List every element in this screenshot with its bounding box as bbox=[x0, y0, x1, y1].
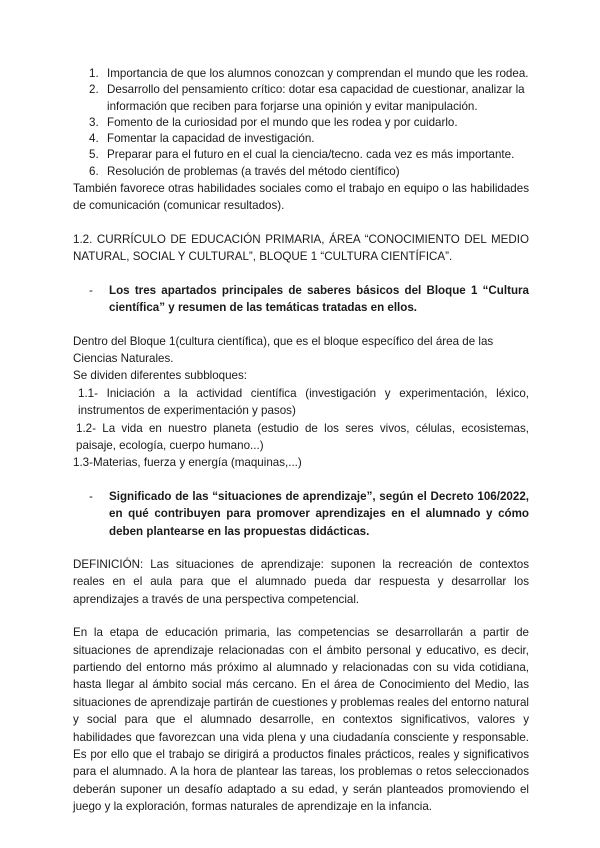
list-item bbox=[73, 147, 529, 163]
bullet-question-2 bbox=[73, 488, 529, 540]
list-item bbox=[73, 66, 529, 82]
definition-paragraph: DEFINICIÓN: Las situaciones de aprendizaje: suponen la recreación de contextos reales en el aula para que el alumnado pueda dar respuesta y desarrollar los aprendizajes a través de una perspectiva competencial. bbox=[73, 557, 529, 606]
bloque-paragraph: Dentro del Bloque 1(cultura científica), que es el bloque específico del área de las Ciencias Naturales. bbox=[73, 334, 494, 365]
list-number: 5. bbox=[89, 148, 99, 162]
document-page bbox=[73, 66, 529, 816]
subbloque-3: 1.3-Materias, fuerza y energía (maquinas,...) bbox=[73, 456, 302, 470]
list-text: Desarrollo del pensamiento crítico: dotar esa capacidad de cuestionar, analizar la información que reciben para forjarse una opinión y evitar manipulación. bbox=[107, 83, 525, 113]
primary-stage-paragraph: En la etapa de educación primaria, las competencias se desarrollarán a partir de situaciones de aprendizaje relacionadas con el ámbito personal y educativo, es decir, partiendo del entorno más próximo al alumnado y relacionadas con su vida cotidiana, hasta llegar al ámbito social más cercano. En el área de Conocimiento del Medio, las situaciones de aprendizaje partirán de cuestiones y problemas reales del entorno natural y social para que el alumnado desarrolle, en contextos significativos, valores y habilidades que favorezcan una vida plena y una ciudadanía consciente y responsable. Es por ello que el trabajo se dirigirá a productos finales prácticos, reales y significativos para el alumnado. A la hora de plantear las tareas, los problemas o retos seleccionados deberán suponer un desafío adaptado a su edad, y serán planteados promoviendo el juego y la exploración, formas naturales de aprendizaje en la infancia. bbox=[73, 626, 529, 814]
list-number: 6. bbox=[89, 164, 99, 178]
list-number: 3. bbox=[89, 115, 99, 129]
list-item bbox=[73, 82, 529, 115]
list-item bbox=[73, 131, 529, 147]
bullet-text: Significado de las “situaciones de aprendizaje”, según el Decreto 106/2022, en qué contribuyen para promover aprendizajes en el alumnado y cómo deben plantearse en las propuestas didácticas. bbox=[109, 489, 529, 538]
numbered-list bbox=[73, 66, 529, 180]
bullet-dash: - bbox=[89, 283, 93, 297]
section-heading: 1.2. CURRÍCULO DE EDUCACIÓN PRIMARIA, ÁREA “CONOCIMIENTO DEL MEDIO NATURAL, SOCIAL Y CULTURAL”, BLOQUE 1 “CULTURA CIENTÍFICA”. bbox=[73, 232, 529, 264]
list-number: 2. bbox=[89, 83, 99, 97]
bullet-text: Los tres apartados principales de saberes básicos del Bloque 1 “Cultura científica” y resumen de las temáticas tratadas en ellos. bbox=[109, 283, 529, 315]
subbloque-1: 1.1- Iniciación a la actividad científica (investigación y experimentación, léxico, instrumentos de experimentación y pasos) bbox=[78, 386, 529, 418]
subbloque-2: 1.2- La vida en nuestro planeta (estudio de los seres vivos, células, ecosistemas, paisaje, ecología, cuerpo humano...) bbox=[76, 421, 529, 452]
list-number: 4. bbox=[89, 132, 99, 146]
list-item bbox=[73, 164, 529, 180]
list-text: Preparar para el futuro en el cual la ciencia/tecno. cada vez es más importante. bbox=[107, 148, 515, 162]
list-item bbox=[73, 115, 529, 131]
bullet-dash: - bbox=[89, 489, 93, 503]
subbloques-intro: Se dividen diferentes subbloques: bbox=[73, 369, 248, 383]
list-text: Importancia de que los alumnos conozcan y comprendan el mundo que les rodea. bbox=[107, 67, 529, 80]
list-number: 1. bbox=[89, 67, 99, 80]
list-text: Resolución de problemas (a través del método científico) bbox=[107, 164, 400, 178]
bullet-question-1 bbox=[73, 282, 529, 317]
social-skills-paragraph: También favorece otras habilidades sociales como el trabajo en equipo o las habilidades de comunicación (comunicar resultados). bbox=[73, 182, 529, 213]
list-text: Fomentar la capacidad de investigación. bbox=[107, 132, 315, 146]
list-text: Fomento de la curiosidad por el mundo que les rodea y por cuidarlo. bbox=[107, 115, 458, 129]
